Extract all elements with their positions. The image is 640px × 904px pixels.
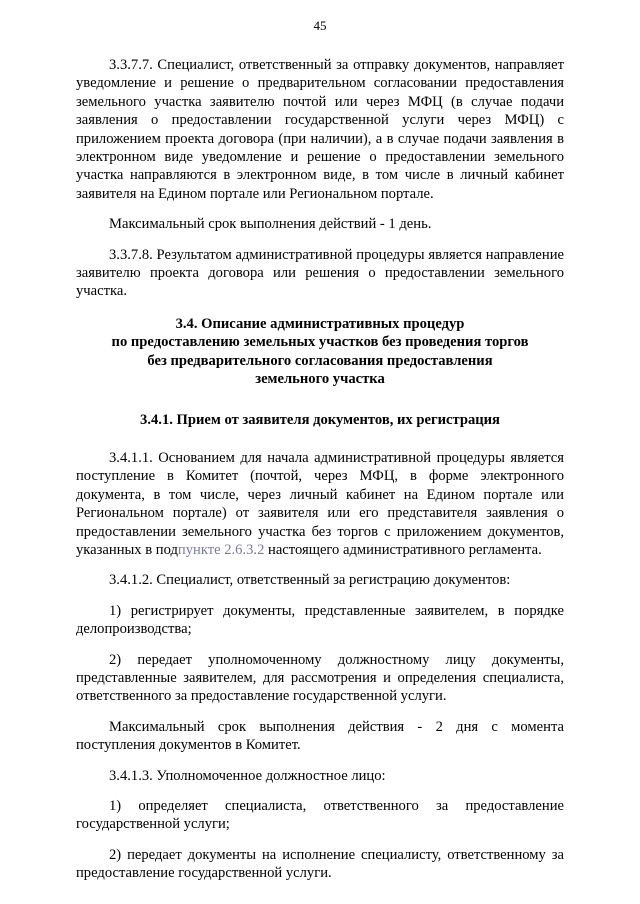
paragraph-item-1-assign: 1) определяет специалиста, ответственного за предоставление государственной услуги;	[76, 798, 564, 833]
paragraph-item-1-register: 1) регистрирует документы, представленные заявителем, в порядке делопроизводства;	[76, 602, 564, 638]
heading-line-2: по предоставлению земельных участков без проведения торгов	[111, 334, 529, 351]
paragraph-3-4-1-2: 3.4.1.2. Специалист, ответственный за регистрацию документов:	[109, 572, 511, 589]
document-body	[76, 56, 564, 883]
heading-line-1: 3.4. Описание административных процедур	[175, 315, 465, 332]
paragraph-3-3-7-7: 3.3.7.7. Специалист, ответственный за отправку документов, направляет уведомление и решение о предварительном согласовании предоставления земельного участка заявителю почтой или через МФЦ (в случае подачи заявления о предоставлении государственной услуги через МФЦ) с приложением проекта договора (при наличии), а в случае подачи заявления в электронном виде уведомление и решение о предоставлении земельного участка направляются в электронном виде, в том числе в личный кабинет заявителя на Едином портале или Региональном портале.	[76, 57, 564, 202]
paragraph-item-2-handover: 2) передает документы на исполнение специалисту, ответственному за предоставление государственной услуги.	[76, 846, 564, 882]
paragraph-item-2-transfer: 2) передает уполномоченному должностному лицу документы, представленные заявителем, для рассмотрения и определения специалиста, ответственного за предоставление государственной услуги.	[76, 651, 564, 705]
paragraph-text-tail: настоящего административного регламента.	[264, 541, 542, 558]
heading-line-4: земельного участка	[255, 371, 385, 388]
paragraph-max-term-2: Максимальный срок выполнения действия - 2 дня с момента поступления документов в Комитет.	[76, 718, 564, 754]
section-heading-3-4	[76, 315, 564, 389]
page-number: 45	[313, 18, 327, 33]
paragraph-text: 3.4.1.1. Основанием для начала административной процедуры является поступление в Комитет (почтой, через МФЦ, в форме электронного документа, в том числе, через личный кабинет на Едином портале или Региональном портале) от заявителя или его представителя заявления о предоставлении земельного участка без торгов с приложением документов, указанных в под	[76, 449, 564, 558]
paragraph-3-4-1-3: 3.4.1.3. Уполномоченное должностное лицо:	[109, 767, 386, 784]
paragraph-3-3-7-8: 3.3.7.8. Результатом административной процедуры является направление заявителю проекта договора или решения о предоставлении земельного участка.	[76, 246, 564, 300]
paragraph-3-4-1-1	[76, 449, 564, 559]
heading-line-3: без предварительного согласования предоставления	[147, 352, 493, 369]
subsection-heading-3-4-1: 3.4.1. Прием от заявителя документов, их регистрация	[140, 411, 500, 428]
paragraph-max-term-1: Максимальный срок выполнения действий - 1 день.	[109, 216, 432, 233]
clause-link[interactable]: пункте 2.6.3.2	[177, 541, 265, 558]
